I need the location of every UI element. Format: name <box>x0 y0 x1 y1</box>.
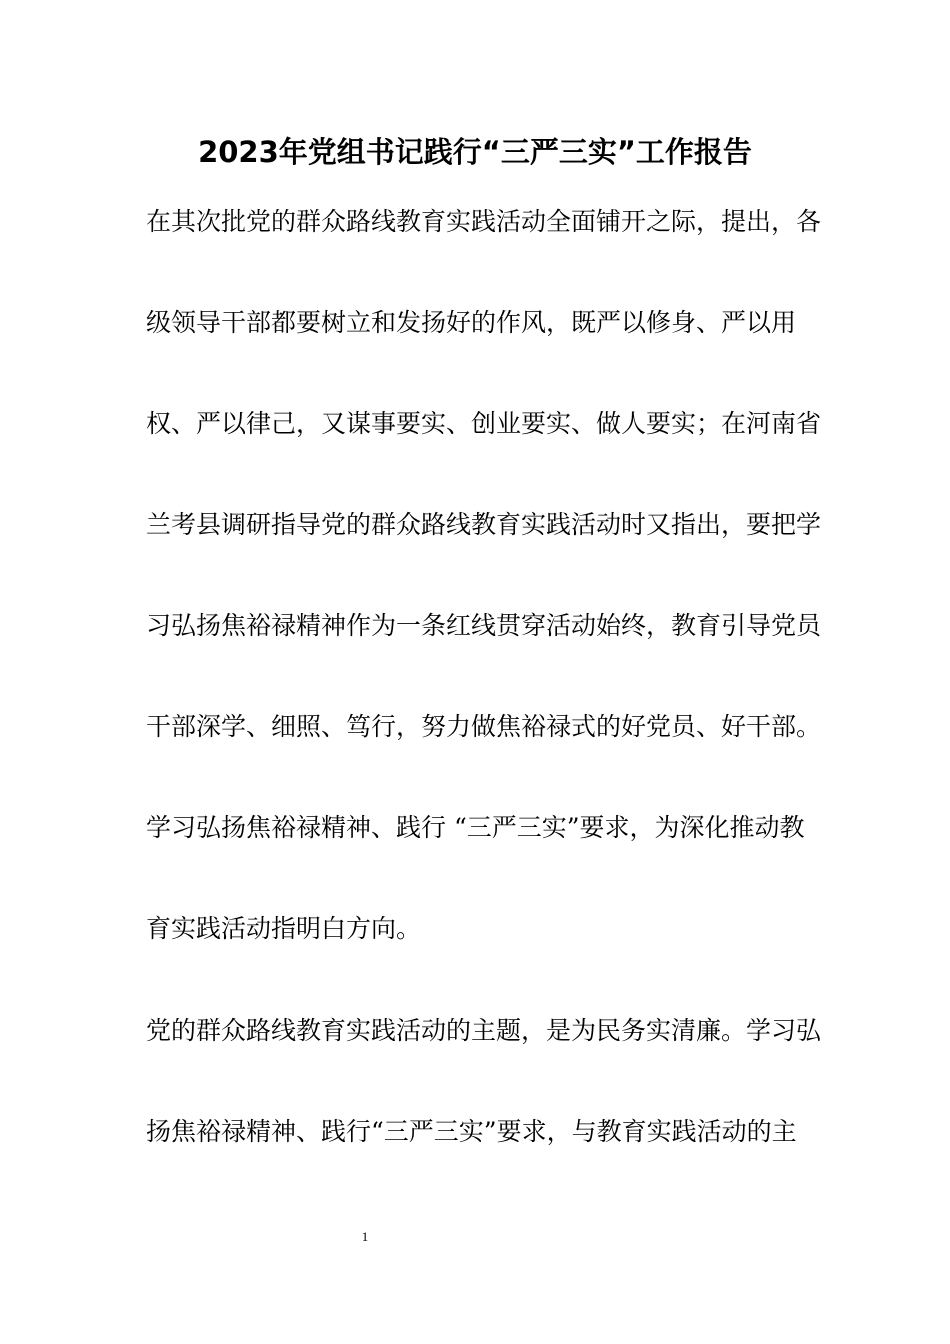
paragraph-1 <box>146 202 822 1010</box>
page-number: 1 <box>361 1229 369 1244</box>
text-line: 党的群众路线教育实践活动的主题，是为民务实清廉。学习弘 <box>146 1016 822 1045</box>
text-line: 在其次批党的群众路线教育实践活动全面铺开之际，提出，各 <box>146 207 822 236</box>
text-line: 育实践活动指明白方向。 <box>146 914 422 943</box>
text-line: 干部深学、细照、笃行，努力做焦裕禄式的好党员、好干部。 <box>146 712 822 741</box>
text-line: 习弘扬焦裕禄精神作为一条红线贯穿活动始终，教育引导党员 <box>146 611 822 640</box>
text-line: 兰考县调研指导党的群众路线教育实践活动时又指出，要把学 <box>146 510 822 539</box>
paragraph-2 <box>146 1011 822 1213</box>
text-line: 学习弘扬焦裕禄精神、践行 “三严三实”要求，为深化推动教 <box>146 813 805 842</box>
text-line: 扬焦裕禄精神、践行“三严三实”要求，与教育实践活动的主 <box>146 1117 797 1146</box>
document-title: 2023年党组书记践行“三严三实”工作报告 <box>198 135 752 169</box>
text-line: 权、严以律己，又谋事要实、创业要实、做人要实；在河南省 <box>146 409 822 438</box>
text-line: 级领导干部都要树立和发扬好的作风，既严以修身、严以用 <box>146 308 797 337</box>
